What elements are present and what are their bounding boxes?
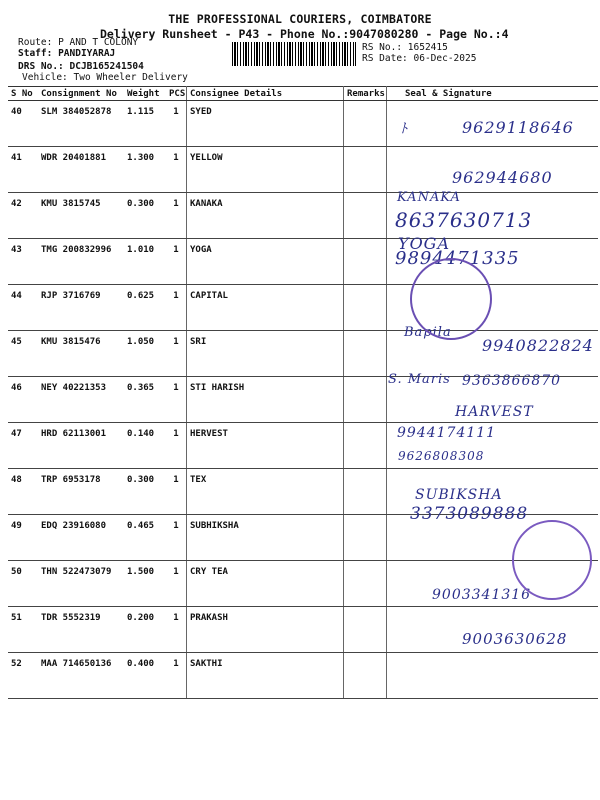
- table-row: [8, 377, 598, 423]
- row-consignee: SUBHIKSHA: [187, 515, 344, 561]
- rs-no-value: 1652415: [407, 42, 448, 53]
- drs-line: [18, 61, 144, 72]
- col-consignment: Consignment No: [38, 87, 124, 101]
- row-consignee: TEX: [187, 469, 344, 515]
- row-remarks: [344, 423, 387, 469]
- row-remarks: [344, 331, 387, 377]
- row-consignment: TDR 5552319: [38, 607, 124, 653]
- handwritten-name: YOGA: [398, 234, 451, 253]
- row-consignment: KMU 3815476: [38, 331, 124, 377]
- handwritten-name: KANAKA: [397, 190, 461, 205]
- row-signature: [387, 377, 599, 423]
- runsheet-table: [8, 86, 598, 699]
- row-consignee: CAPITAL: [187, 285, 344, 331]
- table-row: [8, 515, 598, 561]
- row-pcs: 1: [166, 653, 187, 699]
- drs-label: DRS No.:: [18, 61, 64, 72]
- table-row: [8, 193, 598, 239]
- table-row: [8, 469, 598, 515]
- row-remarks: [344, 101, 387, 147]
- row-remarks: [344, 607, 387, 653]
- row-weight: 1.500: [124, 561, 166, 607]
- rs-no-label: RS No.:: [362, 42, 403, 53]
- row-pcs: 1: [166, 193, 187, 239]
- row-consignee: PRAKASH: [187, 607, 344, 653]
- col-sno: S No: [8, 87, 38, 101]
- handwritten-name: HARVEST: [455, 404, 534, 420]
- row-consignment: MAA 714650136: [38, 653, 124, 699]
- row-pcs: 1: [166, 423, 187, 469]
- row-signature: [387, 469, 599, 515]
- row-sno: 42: [8, 193, 38, 239]
- row-signature: [387, 285, 599, 331]
- row-sno: 49: [8, 515, 38, 561]
- row-pcs: 1: [166, 331, 187, 377]
- row-remarks: [344, 285, 387, 331]
- row-consignee: STI HARISH: [187, 377, 344, 423]
- row-consignee: KANAKA: [187, 193, 344, 239]
- row-sno: 45: [8, 331, 38, 377]
- row-pcs: 1: [166, 515, 187, 561]
- row-consignment: THN 522473079: [38, 561, 124, 607]
- row-consignee: YELLOW: [187, 147, 344, 193]
- row-sno: 50: [8, 561, 38, 607]
- table-row: [8, 561, 598, 607]
- row-remarks: [344, 147, 387, 193]
- row-weight: 0.140: [124, 423, 166, 469]
- row-consignee: SYED: [187, 101, 344, 147]
- handwritten-phone: 9003341316: [432, 587, 532, 603]
- row-weight: 0.465: [124, 515, 166, 561]
- row-remarks: [344, 561, 387, 607]
- handwritten-name: Bapila: [404, 325, 452, 340]
- handwritten-name: S. Maris: [388, 372, 451, 387]
- handwritten-phone: 9003630628: [462, 630, 568, 648]
- row-pcs: 1: [166, 377, 187, 423]
- handwritten-phone: 9363866870: [462, 373, 562, 389]
- row-weight: 1.010: [124, 239, 166, 285]
- table-row: [8, 285, 598, 331]
- row-weight: 0.400: [124, 653, 166, 699]
- row-consignment: WDR 20401881: [38, 147, 124, 193]
- row-sno: 46: [8, 377, 38, 423]
- handwritten-phone: 9894471335: [395, 248, 520, 269]
- rs-date-line: [362, 53, 476, 64]
- route-value: P AND T COLONY: [58, 37, 139, 48]
- row-sno: 52: [8, 653, 38, 699]
- row-weight: 0.300: [124, 469, 166, 515]
- row-consignment: NEY 40221353: [38, 377, 124, 423]
- rs-no-line: [362, 42, 448, 53]
- company-title: THE PROFESSIONAL COURIERS, COIMBATORE: [168, 12, 432, 26]
- handwritten-phone: 962944680: [452, 168, 553, 187]
- row-weight: 0.365: [124, 377, 166, 423]
- row-remarks: [344, 469, 387, 515]
- row-weight: 0.300: [124, 193, 166, 239]
- row-sno: 48: [8, 469, 38, 515]
- row-consignee: YOGA: [187, 239, 344, 285]
- row-pcs: 1: [166, 239, 187, 285]
- handwritten-phone: 3373089888: [410, 504, 529, 524]
- row-consignment: RJP 3716769: [38, 285, 124, 331]
- row-weight: 1.300: [124, 147, 166, 193]
- table-row: [8, 607, 598, 653]
- col-pcs: PCS: [166, 87, 187, 101]
- row-consignee: HERVEST: [187, 423, 344, 469]
- handwritten-name: SUBIKSHA: [415, 487, 503, 503]
- table-row: [8, 101, 598, 147]
- vehicle-label: Vehicle:: [22, 72, 68, 83]
- row-sno: 41: [8, 147, 38, 193]
- row-consignee: SAKTHI: [187, 653, 344, 699]
- table-row: [8, 331, 598, 377]
- row-consignee: CRY TEA: [187, 561, 344, 607]
- row-signature: [387, 653, 599, 699]
- row-consignment: KMU 3815745: [38, 193, 124, 239]
- row-sno: 44: [8, 285, 38, 331]
- row-sno: 43: [8, 239, 38, 285]
- staff-line: [18, 48, 115, 59]
- col-weight: Weight: [124, 87, 166, 101]
- row-remarks: [344, 193, 387, 239]
- row-signature: [387, 193, 599, 239]
- table-row: [8, 653, 598, 699]
- row-signature: [387, 331, 599, 377]
- row-consignment: TMG 200832996: [38, 239, 124, 285]
- row-pcs: 1: [166, 469, 187, 515]
- route-line: [18, 37, 138, 48]
- handwritten-phone: 9940822824: [482, 336, 594, 355]
- table-row: [8, 239, 598, 285]
- row-weight: 0.625: [124, 285, 166, 331]
- row-remarks: [344, 653, 387, 699]
- row-signature: [387, 423, 599, 469]
- row-pcs: 1: [166, 101, 187, 147]
- row-remarks: [344, 239, 387, 285]
- row-consignment: EDQ 23916080: [38, 515, 124, 561]
- runsheet-title: Delivery Runsheet - P43 - Phone No.:9047080280 - Page No.:4: [100, 27, 509, 41]
- signature-mark: ﾄ: [400, 121, 408, 137]
- row-signature: [387, 239, 599, 285]
- rs-date-value: 06-Dec-2025: [413, 53, 477, 64]
- drs-value: DCJB165241504: [69, 61, 144, 72]
- row-weight: 0.200: [124, 607, 166, 653]
- staff-label: Staff:: [18, 48, 53, 59]
- handwritten-phone: 9944174111: [397, 425, 497, 441]
- col-signature: Seal & Signature: [387, 87, 599, 101]
- vehicle-line: [22, 72, 188, 83]
- row-signature: [387, 561, 599, 607]
- barcode: [232, 42, 356, 66]
- row-signature: [387, 147, 599, 193]
- row-remarks: [344, 515, 387, 561]
- table-row: [8, 423, 598, 469]
- row-sno: 51: [8, 607, 38, 653]
- row-remarks: [344, 377, 387, 423]
- vehicle-value: Two Wheeler Delivery: [73, 72, 188, 83]
- row-weight: 1.050: [124, 331, 166, 377]
- col-remarks: Remarks: [344, 87, 387, 101]
- row-consignment: HRD 62113001: [38, 423, 124, 469]
- row-pcs: 1: [166, 285, 187, 331]
- row-sno: 40: [8, 101, 38, 147]
- row-sno: 47: [8, 423, 38, 469]
- row-signature: [387, 607, 599, 653]
- staff-value: PANDIYARAJ: [58, 48, 116, 59]
- row-pcs: 1: [166, 561, 187, 607]
- handwritten-phone: 9626808308: [398, 449, 485, 463]
- row-signature: [387, 515, 599, 561]
- col-consignee: Consignee Details: [187, 87, 344, 101]
- route-label: Route:: [18, 37, 53, 48]
- row-signature: [387, 101, 599, 147]
- row-weight: 1.115: [124, 101, 166, 147]
- row-consignee: SRI: [187, 331, 344, 377]
- table-header-row: [8, 87, 598, 101]
- row-pcs: 1: [166, 607, 187, 653]
- row-consignment: SLM 384052878: [38, 101, 124, 147]
- rs-date-label: RS Date:: [362, 53, 408, 64]
- table-row: [8, 147, 598, 193]
- row-consignment: TRP 6953178: [38, 469, 124, 515]
- row-pcs: 1: [166, 147, 187, 193]
- handwritten-phone: 9629118646: [462, 118, 574, 137]
- handwritten-phone: 8637630713: [395, 208, 533, 232]
